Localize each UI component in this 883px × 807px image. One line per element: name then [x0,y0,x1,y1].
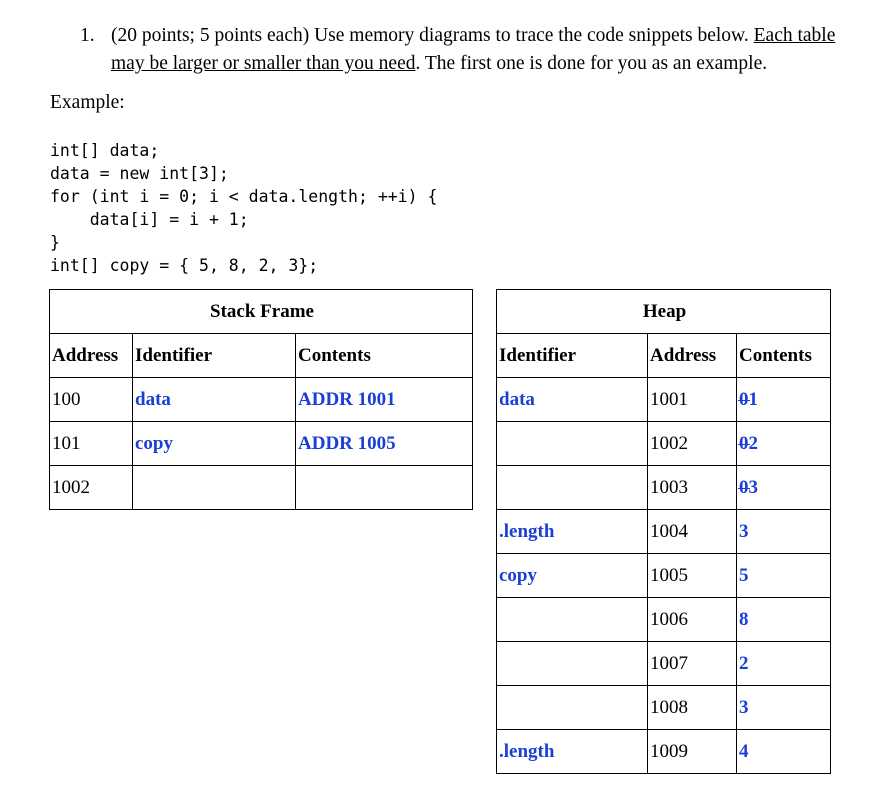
code-line: int[] data; [50,141,160,160]
heap-address-cell: 1001 [648,378,737,422]
stack-frame-title: Stack Frame [50,290,473,334]
stack-contents-cell: ADDR 1001 [296,378,473,422]
heap-contents-cell: 4 [737,730,831,774]
code-line: int[] copy = { 5, 8, 2, 3}; [50,256,319,275]
table-row [497,554,831,598]
heap-identifier-cell [497,598,648,642]
column-header-identifier: Identifier [497,334,648,378]
heap-address-cell: 1007 [648,642,737,686]
table-row [50,422,473,466]
heap-title: Heap [497,290,831,334]
heap-address-cell: 1009 [648,730,737,774]
heap-contents-cell: 8 [737,598,831,642]
heap-contents-cell: 5 [737,554,831,598]
stack-address-cell: 100 [50,378,133,422]
table-row [50,466,473,510]
code-snippet [50,139,437,277]
stack-contents-cell: ADDR 1005 [296,422,473,466]
column-header-contents: Contents [296,334,473,378]
table-row [497,466,831,510]
question-number: 1. [80,25,95,46]
table-row [497,378,831,422]
stack-address-cell: 1002 [50,466,133,510]
code-line: } [50,233,60,252]
heap-identifier-cell [497,422,648,466]
current-value: 3 [748,476,758,498]
struck-value: 0 [739,432,749,454]
table-row [497,686,831,730]
heap-contents-cell [737,466,831,510]
code-line: data[i] = i + 1; [50,210,249,229]
stack-contents-cell [296,466,473,510]
current-value: 1 [748,388,758,410]
heap-address-cell: 1003 [648,466,737,510]
question-text-end: . The first one is done for you as an example. [415,53,768,74]
struck-value: 0 [739,476,749,498]
heap-contents-cell: 2 [737,642,831,686]
question-text-underlined: Each table may be larger or smaller than you need [111,25,836,74]
heap-identifier-cell: .length [497,510,648,554]
heap-contents-cell [737,378,831,422]
stack-title-row [50,290,473,334]
table-row [497,642,831,686]
heap-address-cell: 1008 [648,686,737,730]
stack-frame-table [49,289,473,510]
column-header-contents: Contents [737,334,831,378]
struck-value: 0 [739,388,749,410]
heap-address-cell: 1005 [648,554,737,598]
table-row [497,730,831,774]
heap-identifier-cell [497,642,648,686]
heap-identifier-cell: data [497,378,648,422]
stack-header-row [50,334,473,378]
table-row [497,422,831,466]
heap-contents-cell: 3 [737,686,831,730]
heap-title-row [497,290,831,334]
stack-address-cell: 101 [50,422,133,466]
column-header-identifier: Identifier [133,334,296,378]
question-text [111,22,841,78]
table-row [497,598,831,642]
heap-header-row [497,334,831,378]
heap-identifier-cell [497,466,648,510]
heap-identifier-cell [497,686,648,730]
heap-address-cell: 1002 [648,422,737,466]
stack-identifier-cell: data [133,378,296,422]
heap-table [496,289,831,774]
current-value: 2 [748,432,758,454]
heap-identifier-cell: .length [497,730,648,774]
column-header-address: Address [50,334,133,378]
stack-identifier-cell: copy [133,422,296,466]
example-label: Example: [50,92,125,113]
heap-address-cell: 1006 [648,598,737,642]
heap-contents-cell: 3 [737,510,831,554]
heap-contents-cell [737,422,831,466]
code-line: for (int i = 0; i < data.length; ++i) { [50,187,438,206]
heap-identifier-cell: copy [497,554,648,598]
question-text-start: (20 points; 5 points each) Use memory diagrams to trace the code snippets below. [111,25,754,46]
table-row [497,510,831,554]
code-line: data = new int[3]; [50,164,229,183]
stack-identifier-cell [133,466,296,510]
table-row [50,378,473,422]
heap-address-cell: 1004 [648,510,737,554]
column-header-address: Address [648,334,737,378]
